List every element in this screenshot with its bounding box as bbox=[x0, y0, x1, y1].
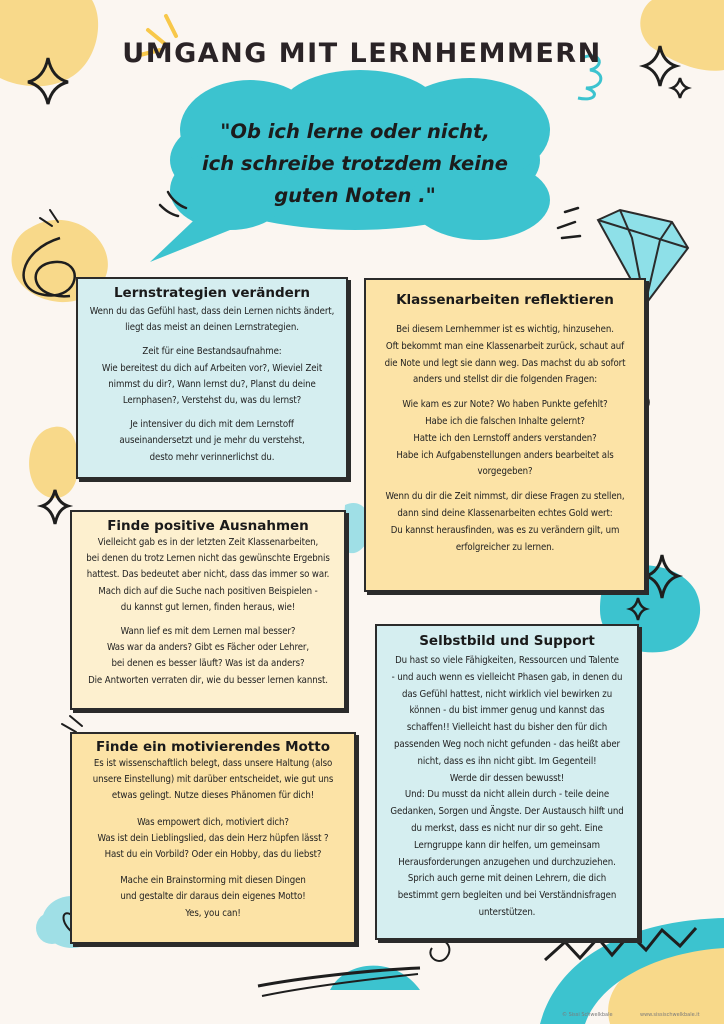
text-line: Du hast so viele Fähigkeiten, Ressourcen und Talente bbox=[395, 655, 619, 666]
text-line: du merkst, dass es nicht nur dir so geht. Eine bbox=[411, 822, 603, 834]
text-line: Hast du ein Vorbild? Oder ein Hobby, das du liebst? bbox=[104, 849, 322, 861]
rays-motto bbox=[62, 716, 82, 732]
card-lernstrategien bbox=[76, 277, 348, 479]
text-line: schaffen!! Vielleicht hast du bisher den für dich bbox=[406, 722, 608, 734]
text-line: Wie bereitest du dich auf Arbeiten vor?, Wieviel Zeit bbox=[101, 362, 323, 374]
text-line: Oft bekommt man eine Klassenarbeit zurück, schaut auf bbox=[385, 340, 625, 352]
card-ausnahmen bbox=[70, 510, 346, 710]
text-line: Du kannst herausfinden, was es zu verändern gilt, um bbox=[390, 524, 620, 536]
text-line: etwas gelingt. Nutze dieses Phänomen für dich! bbox=[111, 790, 315, 802]
quote-line: guten Noten ." bbox=[274, 184, 436, 207]
text-line: Sprich auch gerne mit deinen Lehrern, die dich bbox=[407, 873, 607, 885]
card-selbstbild bbox=[375, 624, 639, 940]
text-line: liegt das meist an deinen Lernstrategien. bbox=[125, 322, 299, 334]
paragraph bbox=[84, 304, 340, 336]
paragraph bbox=[78, 756, 348, 805]
text-line: - und auch wenn es vielleicht Phasen gab, in denen du bbox=[391, 671, 623, 683]
text-line: Werde dir dessen bewusst! bbox=[449, 772, 565, 784]
paragraph bbox=[84, 417, 340, 466]
text-line: können - du bist immer genug und kannst das bbox=[409, 705, 605, 717]
text-line: Vielleicht gab es in der letzten Zeit Klassenarbeiten, bbox=[97, 537, 319, 548]
quote-text bbox=[175, 116, 535, 212]
text-line: nimmst du dir?, Wann lernst du?, Planst du deine bbox=[108, 378, 316, 390]
text-line: nicht, dass es ihn nicht gibt. Im Gegenteil! bbox=[417, 755, 597, 767]
text-line: Was ist dein Lieblingslied, das dein Herz hüpfen lässt ? bbox=[97, 832, 329, 844]
text-line: passenden Weg noch nicht gefunden - das heißt aber bbox=[394, 738, 620, 750]
text-line: Hatte ich den Lernstoff anders verstanden? bbox=[413, 432, 597, 444]
card-klassenarbeiten bbox=[364, 278, 646, 592]
text-line: die Note und legt sie dann weg. Das machst du ab sofort bbox=[384, 357, 626, 369]
paragraph bbox=[372, 322, 638, 389]
text-line: Habe ich die falschen Inhalte gelernt? bbox=[425, 415, 585, 427]
text-line: Je intensiver du dich mit dem Lernstoff bbox=[130, 419, 294, 431]
card-title: Klassenarbeiten reflektieren bbox=[396, 292, 614, 308]
text-line: Herausforderungen anzugehen und durchzuziehen. bbox=[398, 856, 616, 868]
text-line: Lerngruppe kann dir helfen, um gemeinsam bbox=[414, 839, 600, 851]
spiral-doodle-bottom bbox=[430, 939, 449, 961]
text-line: Wann lief es mit dem Lernen mal besser? bbox=[120, 626, 296, 638]
text-line: Mache ein Brainstorming mit diesen Dingen bbox=[120, 875, 306, 887]
text-line: Was war da anders? Gibt es Fächer oder Lehrer, bbox=[106, 642, 310, 654]
text-line: anders und stellst dir die folgenden Fragen: bbox=[412, 374, 598, 386]
paragraph bbox=[78, 535, 338, 616]
paragraph bbox=[84, 344, 340, 409]
text-line: Wenn du das Gefühl hast, dass dein Lernen nichts ändert, bbox=[89, 306, 335, 317]
text-line: du kannst gut lernen, finden heraus, wie! bbox=[120, 601, 296, 613]
card-title: Selbstbild und Support bbox=[419, 633, 595, 649]
card-title: Finde ein motivierendes Motto bbox=[96, 739, 330, 755]
text-line: Gedanken, Sorgen und Ängste. Der Austausch hilft und bbox=[390, 806, 624, 818]
text-line: vorgegeben? bbox=[477, 466, 533, 478]
paragraph bbox=[78, 624, 338, 689]
text-line: Habe ich Aufgabenstellungen anders bearbeitet als bbox=[396, 449, 614, 461]
quote-line: ich schreibe trotzdem keine bbox=[201, 152, 509, 175]
text-line: unterstützen. bbox=[478, 906, 536, 918]
text-line: Zeit für eine Bestandsaufnahme: bbox=[142, 346, 282, 358]
text-line: Yes, you can! bbox=[185, 907, 241, 919]
paragraph bbox=[78, 815, 348, 864]
card-title: Lernstrategien verändern bbox=[113, 285, 311, 301]
paragraph bbox=[372, 489, 638, 556]
card-motto bbox=[70, 732, 356, 944]
text-line: Wenn du dir die Zeit nimmst, dir diese Fragen zu stellen, bbox=[385, 491, 625, 503]
text-line: Bei diesem Lernhemmer ist es wichtig, hinzusehen. bbox=[396, 324, 614, 335]
text-line: Die Antworten verraten dir, wie du besser lernen kannst. bbox=[88, 674, 328, 686]
paragraph bbox=[372, 397, 638, 481]
text-line: Lernphasen?, Verstehst du, was du lernst? bbox=[122, 395, 302, 407]
text-line: Es ist wissenschaftlich belegt, dass unsere Haltung (also bbox=[93, 758, 333, 769]
text-line: das Gefühl hattest, nicht wirklich viel bewirken zu bbox=[401, 688, 613, 700]
text-line: und gestalte dir daraus dein eigenes Motto! bbox=[120, 891, 306, 903]
paragraph bbox=[383, 653, 631, 922]
text-line: bei denen es besser läuft? Was ist da anders? bbox=[111, 658, 305, 670]
website-link[interactable]: www.sissischwelkbale.it bbox=[640, 1012, 700, 1018]
text-line: Und: Du musst da nicht allein durch - teile deine bbox=[404, 789, 610, 801]
yellow-blob-left-2 bbox=[29, 427, 78, 498]
text-line: Wie kam es zur Note? Wo haben Punkte gefehlt? bbox=[402, 399, 608, 411]
card-title: Finde positive Ausnahmen bbox=[107, 518, 309, 534]
sparkle-small-top-right bbox=[672, 78, 688, 98]
text-line: bestimmt gern begleiten und bei Verständnisfragen bbox=[397, 890, 617, 902]
text-line: erfolgreicher zu lernen. bbox=[455, 541, 555, 553]
quote-line: "Ob ich lerne oder nicht, bbox=[220, 120, 490, 143]
text-line: auseinandersetzt und je mehr du verstehst, bbox=[119, 435, 305, 447]
text-line: Mach dich auf die Suche nach positiven Beispielen - bbox=[98, 585, 318, 597]
page-title: UMGANG MIT LERNHEMMERN bbox=[122, 38, 602, 69]
text-line: hattest. Das bedeutet aber nicht, dass das immer so war. bbox=[86, 569, 330, 581]
text-line: desto mehr verinnerlichst du. bbox=[149, 451, 275, 463]
rays-right bbox=[558, 208, 580, 238]
copyright-text: © Sissi Schwelkbale bbox=[562, 1012, 613, 1018]
text-line: dann sind deine Klassenarbeiten echtes Gold wert: bbox=[397, 507, 613, 519]
text-line: bei denen du trotz Lernen nicht das gewünschte Ergebnis bbox=[86, 553, 330, 565]
text-line: unsere Einstellung) mit darüber entscheidet, wie gut uns bbox=[92, 774, 334, 786]
text-line: Was empowert dich, motiviert dich? bbox=[137, 816, 289, 828]
paragraph bbox=[78, 873, 348, 922]
